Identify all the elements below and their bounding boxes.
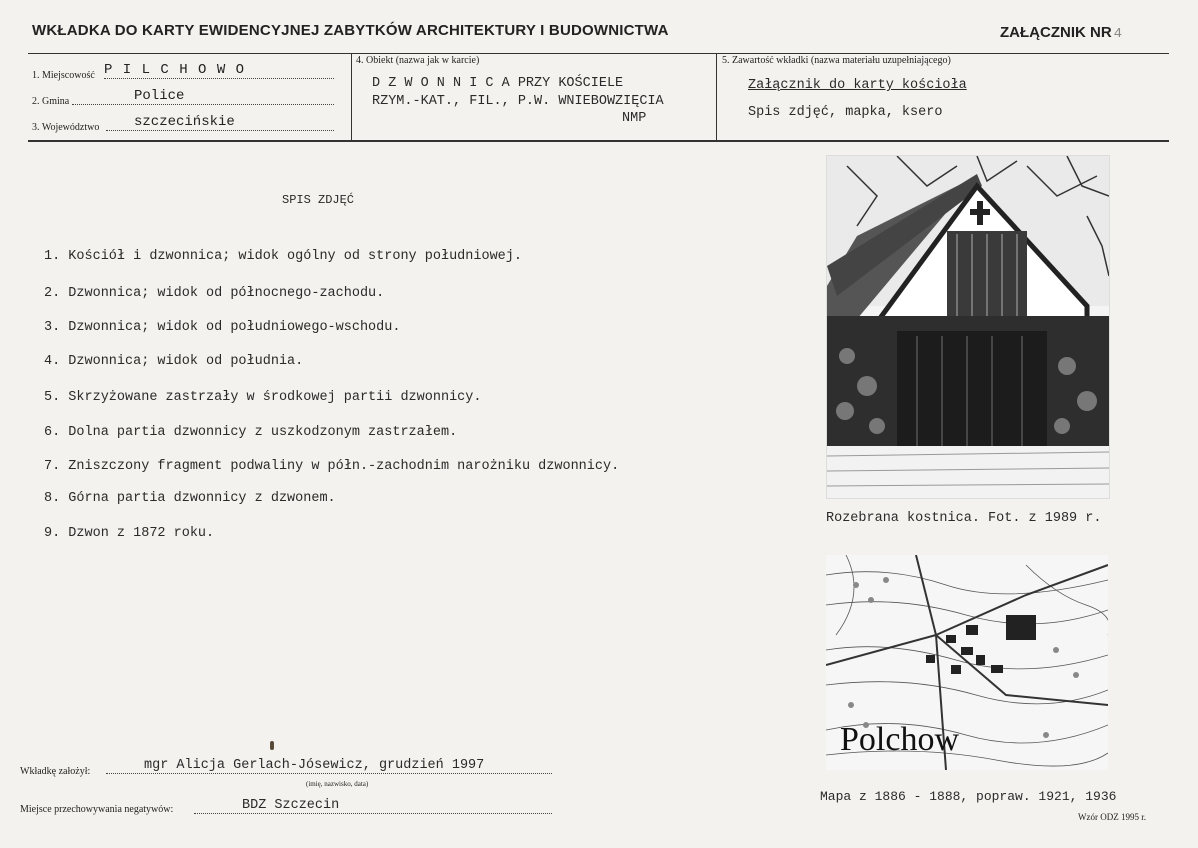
list-item: 9. Dzwon z 1872 roku. — [44, 526, 215, 541]
historic-map-drawing — [826, 555, 1108, 770]
wzor-label: Wzór ODZ 1995 r. — [1078, 812, 1146, 822]
column-divider-1 — [351, 53, 352, 140]
list-item: 2. Dzwonnica; widok od północnego-zachodu. — [44, 286, 385, 301]
zalozyl-hint: (imię, nazwisko, data) — [306, 780, 369, 788]
wojewodztwo-value: szczecińskie — [106, 114, 334, 131]
annex-number: 4 — [1113, 26, 1123, 42]
zawartosc-line-1: Załącznik do karty kościoła — [748, 78, 967, 93]
list-item: 1. Kościół i dzwonnica; widok ogólny od strony południowej. — [44, 249, 522, 264]
obiekt-label: 4. Obiekt (nazwa jak w karcie) — [356, 55, 480, 66]
list-item: 5. Skrzyżowane zastrzały w środkowej partii dzwonnicy. — [44, 390, 482, 405]
list-item: 6. Dolna partia dzwonnicy z uszkodzonym zastrzałem. — [44, 425, 458, 440]
header-bottom-rule — [28, 140, 1169, 142]
list-item: 3. Dzwonnica; widok od południowego-wschodu. — [44, 320, 401, 335]
miejscowosc-value: P I L C H O W O — [104, 62, 334, 79]
zalozyl-value: mgr Alicja Gerlach-Jósewicz, grudzień 1997 — [106, 758, 552, 774]
obiekt-line-1: D Z W O N N I C A PRZY KOŚCIELE — [372, 76, 624, 91]
list-item: 8. Górna partia dzwonnicy z dzwonem. — [44, 491, 336, 506]
zawartosc-label: 5. Zawartość wkładki (nazwa materiału uzupełniającego) — [722, 55, 951, 66]
historic-map — [826, 555, 1108, 770]
chapel-photo-drawing — [827, 156, 1109, 498]
map-place-label: Polchow — [840, 721, 959, 758]
header-top-rule — [28, 53, 1169, 54]
chapel-photo — [826, 155, 1110, 499]
zawartosc-line-2: Spis zdjęć, mapka, ksero — [748, 105, 943, 120]
photo-caption: Rozebrana kostnica. Fot. z 1989 r. — [826, 511, 1102, 526]
gmina-value: Police — [72, 88, 334, 105]
przechowywania-value: BDZ Szczecin — [194, 798, 552, 814]
list-title: SPIS ZDJĘĆ — [282, 193, 355, 207]
przechowywania-label: Miejsce przechowywania negatywów: — [20, 804, 174, 815]
list-item: 7. Zniszczony fragment podwaliny w półn.-zachodnim narożniku dzwonnicy. — [44, 459, 620, 474]
zalozyl-label: Wkładkę założył: — [20, 766, 91, 777]
column-divider-2 — [716, 53, 717, 140]
annex-label-text: ZAŁĄCZNIK NR — [1000, 24, 1112, 41]
list-item: 4. Dzwonnica; widok od południa. — [44, 354, 304, 369]
gmina-label: 2. Gmina — [32, 96, 70, 107]
ink-mark — [270, 741, 274, 750]
obiekt-line-2: RZYM.-KAT., FIL., P.W. WNIEBOWZIĘCIA — [372, 94, 664, 109]
document-title: WKŁADKA DO KARTY EWIDENCYJNEJ ZABYTKÓW ARCHITEKTURY I BUDOWNICTWA — [32, 22, 669, 39]
miejscowosc-label: 1. Miejscowość — [32, 70, 95, 81]
obiekt-line-3: NMP — [622, 111, 647, 126]
annex-label — [1000, 24, 1122, 42]
map-caption: Mapa z 1886 - 1888, popraw. 1921, 1936 — [820, 789, 1117, 804]
wojewodztwo-label: 3. Województwo — [32, 122, 100, 133]
